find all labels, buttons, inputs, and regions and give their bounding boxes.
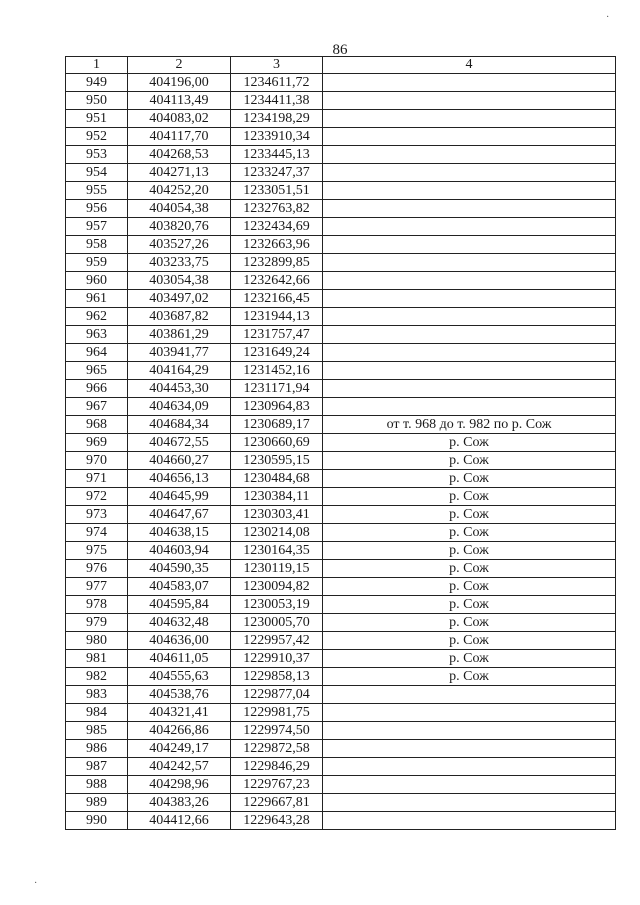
table-header <box>66 57 616 74</box>
point-number-cell: 980 <box>66 632 128 650</box>
x-coordinate-cell: 404611,05 <box>128 650 231 668</box>
note-cell <box>323 326 616 344</box>
note-cell <box>323 758 616 776</box>
x-coordinate-cell: 403820,76 <box>128 218 231 236</box>
note-cell <box>323 146 616 164</box>
point-number-cell: 960 <box>66 272 128 290</box>
point-number-cell: 953 <box>66 146 128 164</box>
header-col-note: 4 <box>323 57 616 74</box>
x-coordinate-cell: 404603,94 <box>128 542 231 560</box>
table-row <box>66 272 616 290</box>
point-number-cell: 987 <box>66 758 128 776</box>
table-row <box>66 362 616 380</box>
point-number-cell: 973 <box>66 506 128 524</box>
y-coordinate-cell: 1230094,82 <box>231 578 323 596</box>
y-coordinate-cell: 1230660,69 <box>231 434 323 452</box>
x-coordinate-cell: 404636,00 <box>128 632 231 650</box>
note-cell <box>323 290 616 308</box>
y-coordinate-cell: 1234198,29 <box>231 110 323 128</box>
note-cell: р. Сож <box>323 578 616 596</box>
point-number-cell: 963 <box>66 326 128 344</box>
y-coordinate-cell: 1230595,15 <box>231 452 323 470</box>
y-coordinate-cell: 1230384,11 <box>231 488 323 506</box>
table-row <box>66 758 616 776</box>
note-cell: р. Сож <box>323 524 616 542</box>
y-coordinate-cell: 1230053,19 <box>231 596 323 614</box>
table-row <box>66 704 616 722</box>
y-coordinate-cell: 1230484,68 <box>231 470 323 488</box>
point-number-cell: 983 <box>66 686 128 704</box>
note-cell: от т. 968 до т. 982 по р. Сож <box>323 416 616 434</box>
y-coordinate-cell: 1233910,34 <box>231 128 323 146</box>
x-coordinate-cell: 404266,86 <box>128 722 231 740</box>
table-row <box>66 74 616 92</box>
point-number-cell: 955 <box>66 182 128 200</box>
x-coordinate-cell: 404656,13 <box>128 470 231 488</box>
note-cell <box>323 218 616 236</box>
x-coordinate-cell: 404634,09 <box>128 398 231 416</box>
point-number-cell: 970 <box>66 452 128 470</box>
note-cell: р. Сож <box>323 434 616 452</box>
x-coordinate-cell: 404249,17 <box>128 740 231 758</box>
note-cell: р. Сож <box>323 470 616 488</box>
x-coordinate-cell: 404117,70 <box>128 128 231 146</box>
note-cell <box>323 164 616 182</box>
y-coordinate-cell: 1229667,81 <box>231 794 323 812</box>
table-row <box>66 398 616 416</box>
table-row <box>66 146 616 164</box>
note-cell: р. Сож <box>323 542 616 560</box>
y-coordinate-cell: 1229981,75 <box>231 704 323 722</box>
point-number-cell: 988 <box>66 776 128 794</box>
x-coordinate-cell: 404164,29 <box>128 362 231 380</box>
table-row <box>66 434 616 452</box>
note-cell <box>323 308 616 326</box>
coordinates-table <box>65 56 616 830</box>
x-coordinate-cell: 404555,63 <box>128 668 231 686</box>
table-row <box>66 632 616 650</box>
x-coordinate-cell: 404252,20 <box>128 182 231 200</box>
y-coordinate-cell: 1230964,83 <box>231 398 323 416</box>
x-coordinate-cell: 404660,27 <box>128 452 231 470</box>
point-number-cell: 957 <box>66 218 128 236</box>
y-coordinate-cell: 1229872,58 <box>231 740 323 758</box>
point-number-cell: 968 <box>66 416 128 434</box>
y-coordinate-cell: 1232642,66 <box>231 272 323 290</box>
point-number-cell: 972 <box>66 488 128 506</box>
y-coordinate-cell: 1232663,96 <box>231 236 323 254</box>
x-coordinate-cell: 404298,96 <box>128 776 231 794</box>
header-col-x: 2 <box>128 57 231 74</box>
point-number-cell: 967 <box>66 398 128 416</box>
y-coordinate-cell: 1229858,13 <box>231 668 323 686</box>
y-coordinate-cell: 1229957,42 <box>231 632 323 650</box>
point-number-cell: 981 <box>66 650 128 668</box>
x-coordinate-cell: 404196,00 <box>128 74 231 92</box>
note-cell <box>323 254 616 272</box>
table-row <box>66 614 616 632</box>
x-coordinate-cell: 403687,82 <box>128 308 231 326</box>
header-col-y: 3 <box>231 57 323 74</box>
point-number-cell: 986 <box>66 740 128 758</box>
table-row <box>66 596 616 614</box>
y-coordinate-cell: 1232434,69 <box>231 218 323 236</box>
y-coordinate-cell: 1229877,04 <box>231 686 323 704</box>
y-coordinate-cell: 1230164,35 <box>231 542 323 560</box>
table-body <box>66 74 616 830</box>
x-coordinate-cell: 403497,02 <box>128 290 231 308</box>
note-cell <box>323 128 616 146</box>
x-coordinate-cell: 404595,84 <box>128 596 231 614</box>
note-cell: р. Сож <box>323 650 616 668</box>
table-row <box>66 452 616 470</box>
note-cell <box>323 236 616 254</box>
x-coordinate-cell: 404054,38 <box>128 200 231 218</box>
table-row <box>66 488 616 506</box>
x-coordinate-cell: 404647,67 <box>128 506 231 524</box>
table-row <box>66 794 616 812</box>
table-row <box>66 686 616 704</box>
table-row <box>66 236 616 254</box>
table-row <box>66 200 616 218</box>
y-coordinate-cell: 1234411,38 <box>231 92 323 110</box>
y-coordinate-cell: 1231757,47 <box>231 326 323 344</box>
note-cell <box>323 812 616 830</box>
point-number-cell: 952 <box>66 128 128 146</box>
x-coordinate-cell: 403054,38 <box>128 272 231 290</box>
table-row <box>66 218 616 236</box>
point-number-cell: 964 <box>66 344 128 362</box>
table-row <box>66 524 616 542</box>
note-cell: р. Сож <box>323 506 616 524</box>
y-coordinate-cell: 1232899,85 <box>231 254 323 272</box>
y-coordinate-cell: 1231171,94 <box>231 380 323 398</box>
note-cell <box>323 362 616 380</box>
table-row <box>66 470 616 488</box>
note-cell <box>323 794 616 812</box>
note-cell <box>323 200 616 218</box>
table-row <box>66 722 616 740</box>
point-number-cell: 976 <box>66 560 128 578</box>
x-coordinate-cell: 404412,66 <box>128 812 231 830</box>
y-coordinate-cell: 1229643,28 <box>231 812 323 830</box>
y-coordinate-cell: 1233445,13 <box>231 146 323 164</box>
table-row <box>66 776 616 794</box>
note-cell <box>323 704 616 722</box>
note-cell: р. Сож <box>323 668 616 686</box>
note-cell <box>323 776 616 794</box>
table-row <box>66 812 616 830</box>
y-coordinate-cell: 1230689,17 <box>231 416 323 434</box>
note-cell <box>323 344 616 362</box>
note-cell: р. Сож <box>323 614 616 632</box>
x-coordinate-cell: 404383,26 <box>128 794 231 812</box>
point-number-cell: 977 <box>66 578 128 596</box>
scan-speck: · <box>606 12 610 23</box>
x-coordinate-cell: 404684,34 <box>128 416 231 434</box>
x-coordinate-cell: 404242,57 <box>128 758 231 776</box>
x-coordinate-cell: 404632,48 <box>128 614 231 632</box>
note-cell <box>323 92 616 110</box>
y-coordinate-cell: 1234611,72 <box>231 74 323 92</box>
y-coordinate-cell: 1232166,45 <box>231 290 323 308</box>
point-number-cell: 962 <box>66 308 128 326</box>
table-row <box>66 560 616 578</box>
point-number-cell: 958 <box>66 236 128 254</box>
x-coordinate-cell: 404672,55 <box>128 434 231 452</box>
note-cell <box>323 182 616 200</box>
x-coordinate-cell: 404268,53 <box>128 146 231 164</box>
point-number-cell: 949 <box>66 74 128 92</box>
point-number-cell: 969 <box>66 434 128 452</box>
table-row <box>66 506 616 524</box>
y-coordinate-cell: 1229767,23 <box>231 776 323 794</box>
table-row <box>66 650 616 668</box>
x-coordinate-cell: 404645,99 <box>128 488 231 506</box>
y-coordinate-cell: 1232763,82 <box>231 200 323 218</box>
x-coordinate-cell: 404583,07 <box>128 578 231 596</box>
table-row <box>66 164 616 182</box>
note-cell <box>323 380 616 398</box>
table-row <box>66 740 616 758</box>
note-cell: р. Сож <box>323 488 616 506</box>
point-number-cell: 979 <box>66 614 128 632</box>
note-cell <box>323 398 616 416</box>
x-coordinate-cell: 404083,02 <box>128 110 231 128</box>
note-cell: р. Сож <box>323 452 616 470</box>
y-coordinate-cell: 1231452,16 <box>231 362 323 380</box>
x-coordinate-cell: 403233,75 <box>128 254 231 272</box>
note-cell <box>323 740 616 758</box>
point-number-cell: 950 <box>66 92 128 110</box>
x-coordinate-cell: 403861,29 <box>128 326 231 344</box>
x-coordinate-cell: 404590,35 <box>128 560 231 578</box>
point-number-cell: 990 <box>66 812 128 830</box>
table-row <box>66 128 616 146</box>
point-number-cell: 959 <box>66 254 128 272</box>
table-row <box>66 326 616 344</box>
table-row <box>66 182 616 200</box>
table-row <box>66 308 616 326</box>
y-coordinate-cell: 1229910,37 <box>231 650 323 668</box>
note-cell <box>323 686 616 704</box>
point-number-cell: 951 <box>66 110 128 128</box>
y-coordinate-cell: 1233247,37 <box>231 164 323 182</box>
point-number-cell: 978 <box>66 596 128 614</box>
header-row <box>66 57 616 74</box>
y-coordinate-cell: 1230119,15 <box>231 560 323 578</box>
point-number-cell: 961 <box>66 290 128 308</box>
table-row <box>66 416 616 434</box>
table-row <box>66 344 616 362</box>
x-coordinate-cell: 403527,26 <box>128 236 231 254</box>
table-row <box>66 668 616 686</box>
table-row <box>66 578 616 596</box>
point-number-cell: 965 <box>66 362 128 380</box>
y-coordinate-cell: 1229846,29 <box>231 758 323 776</box>
table-row <box>66 92 616 110</box>
x-coordinate-cell: 404321,41 <box>128 704 231 722</box>
point-number-cell: 985 <box>66 722 128 740</box>
table-row <box>66 542 616 560</box>
table-row <box>66 290 616 308</box>
table-row <box>66 380 616 398</box>
header-col-point-number: 1 <box>66 57 128 74</box>
note-cell <box>323 74 616 92</box>
x-coordinate-cell: 404453,30 <box>128 380 231 398</box>
note-cell <box>323 110 616 128</box>
y-coordinate-cell: 1230005,70 <box>231 614 323 632</box>
point-number-cell: 966 <box>66 380 128 398</box>
page-number: 86 <box>332 42 348 58</box>
x-coordinate-cell: 404638,15 <box>128 524 231 542</box>
y-coordinate-cell: 1230303,41 <box>231 506 323 524</box>
point-number-cell: 971 <box>66 470 128 488</box>
point-number-cell: 989 <box>66 794 128 812</box>
y-coordinate-cell: 1230214,08 <box>231 524 323 542</box>
x-coordinate-cell: 404538,76 <box>128 686 231 704</box>
point-number-cell: 956 <box>66 200 128 218</box>
x-coordinate-cell: 404113,49 <box>128 92 231 110</box>
note-cell: р. Сож <box>323 596 616 614</box>
point-number-cell: 974 <box>66 524 128 542</box>
y-coordinate-cell: 1229974,50 <box>231 722 323 740</box>
note-cell <box>323 722 616 740</box>
point-number-cell: 984 <box>66 704 128 722</box>
note-cell: р. Сож <box>323 560 616 578</box>
table-row <box>66 110 616 128</box>
y-coordinate-cell: 1233051,51 <box>231 182 323 200</box>
table-row <box>66 254 616 272</box>
y-coordinate-cell: 1231944,13 <box>231 308 323 326</box>
x-coordinate-cell: 404271,13 <box>128 164 231 182</box>
note-cell <box>323 272 616 290</box>
point-number-cell: 954 <box>66 164 128 182</box>
point-number-cell: 982 <box>66 668 128 686</box>
note-cell: р. Сож <box>323 632 616 650</box>
x-coordinate-cell: 403941,77 <box>128 344 231 362</box>
scan-speck: · <box>34 878 38 889</box>
y-coordinate-cell: 1231649,24 <box>231 344 323 362</box>
point-number-cell: 975 <box>66 542 128 560</box>
